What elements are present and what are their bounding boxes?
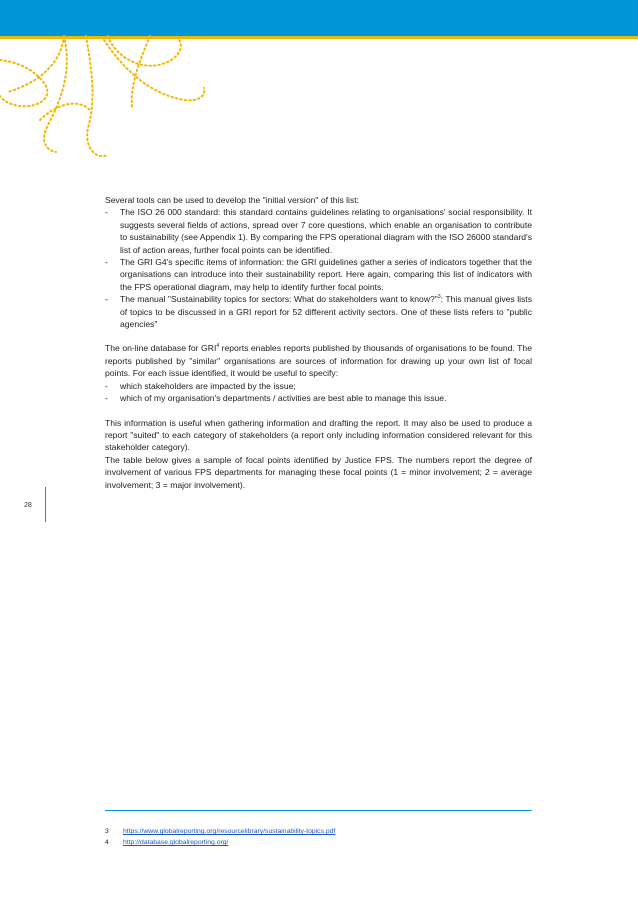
footnote-number: 4 xyxy=(105,839,109,846)
footnote-ref-4[interactable]: 4 xyxy=(216,343,220,350)
margin-rule xyxy=(45,487,46,522)
bullet-dash: - xyxy=(105,393,108,404)
footnote-rule xyxy=(105,810,532,811)
database-text-cont: reports enables reports published by thousands of organisations to be found. The reports published by "similar" organisations are sources of information for drawing up your own list of focal points. For each issue identified, it would be useful to specify: xyxy=(105,343,532,379)
table-intro-paragraph: The table below gives a sample of focal points identified by Justice FPS. The numbers report the degree of involvement of various FPS departments for managing these focal points (1 = minor involvement; 2 = average involvement; 3 = major involvement). xyxy=(105,454,532,490)
tool-item-iso xyxy=(105,206,532,256)
footnotes xyxy=(105,826,335,848)
specify-departments-text: which of my organisation's departments / activities are best able to manage this issue. xyxy=(120,393,447,404)
page-number: 28 xyxy=(24,502,32,509)
tool-manual-text-cont: : This manual gives lists of topics to be discussed in a GRI report for 52 different activity sectors. One of these lists refers to "public agencies" xyxy=(120,294,532,330)
tool-item-manual xyxy=(105,293,532,330)
database-text: The on-line database for GRI xyxy=(105,343,217,354)
bullet-dash: - xyxy=(105,380,108,391)
body-text xyxy=(105,194,532,491)
bullet-dash: - xyxy=(105,207,108,218)
tool-iso-text: The ISO 26 000 standard: this standard contains guidelines relating to organisations' social responsibility. It suggests several fields of actions, spread over 7 core questions, which enable an organisation to contribute to sustainability (see Appendix 1). By comparing the FPS operational diagram with the ISO 26000 standard's list of action areas, further focal points can be identified. xyxy=(120,207,532,255)
footnote-link-gri-database[interactable]: http://database.globalreporting.org/ xyxy=(123,839,229,846)
specify-stakeholders-text: which stakeholders are impacted by the issue; xyxy=(120,380,296,391)
bullet-dash: - xyxy=(105,294,108,305)
intro-paragraph: Several tools can be used to develop the "initial version" of this list: xyxy=(105,195,360,205)
info-paragraph: This information is useful when gathering information and drafting the report. It may also be used to produce a report "suited" to each category of stakeholders (a report only including information considered relevant for this stakeholder category). xyxy=(105,417,532,453)
database-paragraph xyxy=(105,342,532,379)
tool-gri-text: The GRI G4's specific items of information: the GRI guidelines gather a series of indicators together that the organisations can introduce into their sustainability report. Here again, comparing this list of indicators with the FPS operational diagram, may help to identify further focal points. xyxy=(120,257,532,292)
footnote-number: 3 xyxy=(105,828,109,835)
specify-item-stakeholders xyxy=(105,380,532,392)
footnote-ref-3[interactable]: 3 xyxy=(437,294,441,301)
footnote-3 xyxy=(105,826,335,837)
footnote-4 xyxy=(105,837,335,848)
bullet-dash: - xyxy=(105,257,108,268)
specify-item-departments xyxy=(105,392,532,404)
tool-item-gri xyxy=(105,256,532,293)
footnote-link-gri-topics[interactable]: https://www.globalreporting.org/resourcelibrary/sustainability-topics.pdf xyxy=(123,828,336,835)
decorative-flower-graphic xyxy=(0,0,210,180)
tool-manual-text: The manual "Sustainability topics for sectors: What do stakeholders want to know?" xyxy=(120,294,438,305)
